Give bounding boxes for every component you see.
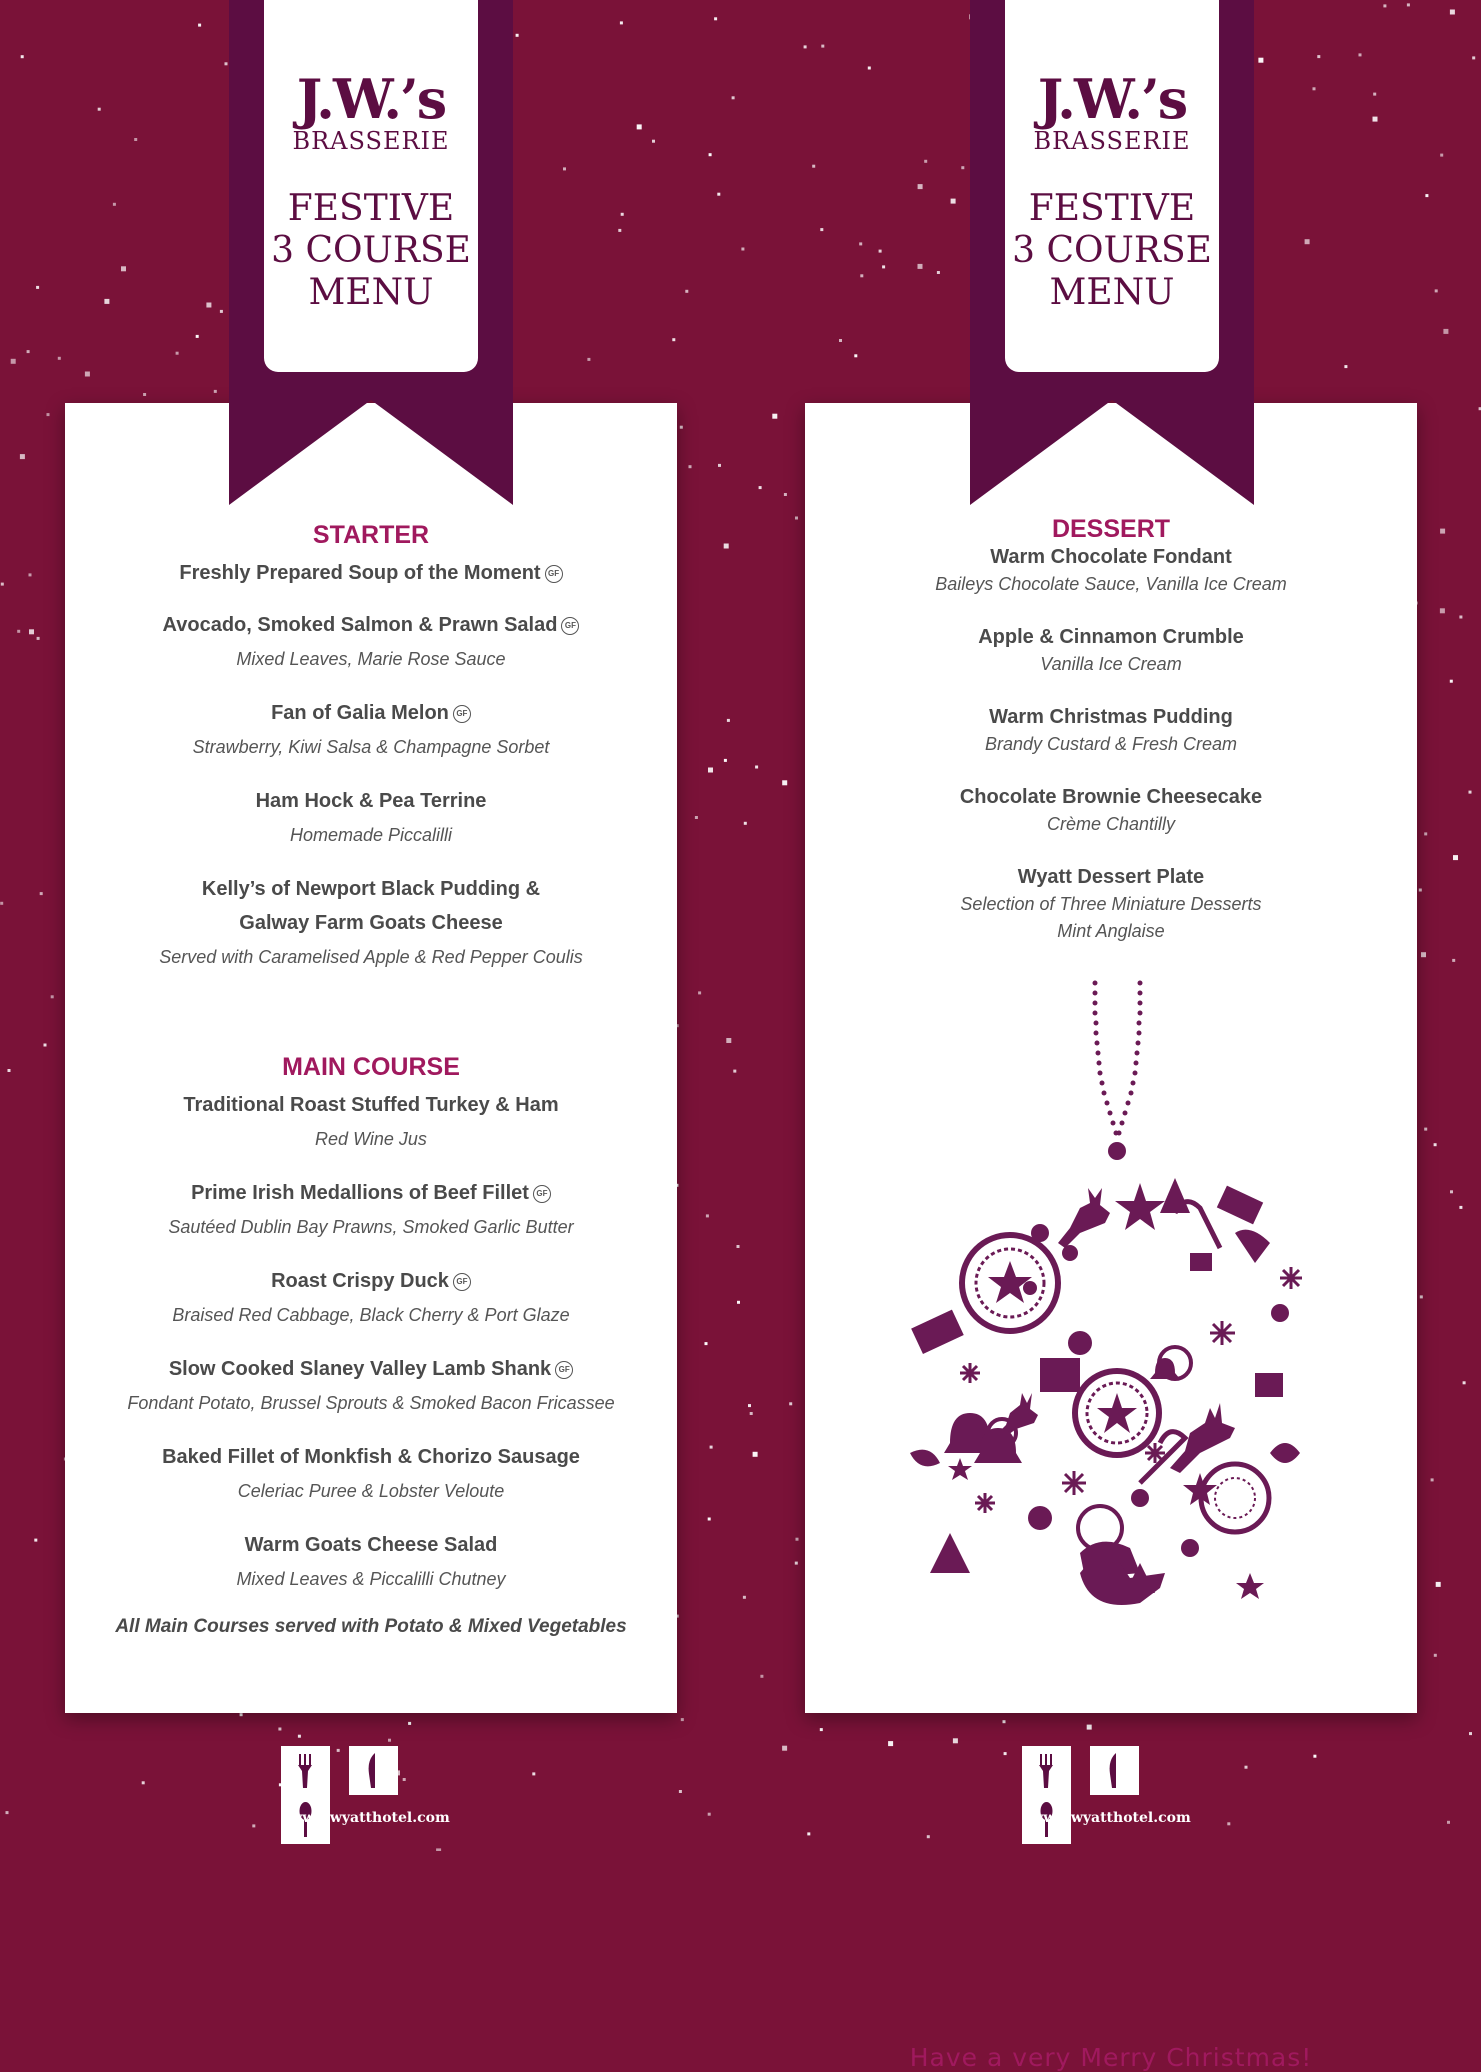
snow-speck (198, 24, 201, 27)
snow-speck (1407, 3, 1410, 6)
menu-item (805, 624, 1417, 678)
menu-item (65, 608, 677, 676)
brand-logo: J.W.’s (1037, 67, 1187, 131)
snow-speck (804, 45, 807, 48)
snow-speck (744, 822, 747, 825)
snow-speck (750, 1412, 753, 1415)
knife-icon (1090, 1746, 1139, 1795)
snow-speck (708, 1518, 711, 1521)
snow-speck (37, 637, 40, 640)
snow-speck (760, 1675, 763, 1678)
snow-speck (820, 228, 823, 231)
menu-item (65, 1528, 677, 1596)
snow-speck (1440, 154, 1443, 157)
snow-speck (953, 1738, 958, 1743)
snow-speck (795, 517, 798, 520)
item-name: Freshly Prepared Soup of the Moment (179, 562, 541, 584)
snow-speck (1087, 1725, 1092, 1730)
snow-speck (29, 629, 34, 634)
snow-speck (714, 17, 717, 20)
snow-speck (1313, 1755, 1316, 1758)
snow-speck (47, 413, 50, 416)
snow-speck (741, 248, 744, 251)
left-menu-card (65, 403, 677, 1713)
snow-speck (1469, 1732, 1472, 1735)
snow-speck (733, 1070, 736, 1073)
snow-speck (879, 250, 882, 253)
snow-speck (706, 1214, 709, 1217)
snow-speck (748, 1404, 751, 1407)
snow-speck (516, 34, 519, 37)
snow-speck (1435, 289, 1438, 292)
snow-speck (220, 310, 223, 313)
item-name: Ham Hock & Pea Terrine (255, 790, 487, 812)
item-description: Sautéed Dublin Bay Prawns, Smoked Garlic Butter (168, 1217, 574, 1237)
item-name: Slow Cooked Slaney Valley Lamb Shank (168, 1358, 552, 1380)
snow-speck (621, 213, 624, 216)
snow-speck (1305, 239, 1310, 244)
gluten-free-icon: GF (545, 565, 563, 583)
menu-item (65, 696, 677, 764)
snow-speck (1359, 53, 1362, 56)
item-description: Served with Caramelised Apple & Red Pepper Coulis (159, 947, 583, 967)
item-description: Celeriac Puree & Lobster Veloute (237, 1481, 505, 1501)
cutlery-icons (281, 1746, 461, 1844)
snow-speck (0, 902, 3, 905)
snow-speck (44, 1044, 47, 1047)
snow-speck (1469, 791, 1472, 794)
gluten-free-icon: GF (453, 705, 471, 723)
item-name: Fan of Galia Melon (271, 702, 449, 724)
snow-speck (753, 1452, 758, 1457)
menu-item (805, 704, 1417, 758)
brand-label (1005, 0, 1219, 372)
snow-speck (888, 1741, 893, 1746)
snow-speck (1425, 194, 1428, 197)
snow-speck (772, 414, 777, 419)
snow-speck (1443, 329, 1448, 334)
snow-speck (951, 199, 956, 204)
item-description: Crème Chantilly (1046, 814, 1176, 834)
snow-speck (11, 359, 16, 364)
snow-speck (1434, 1143, 1437, 1146)
snow-speck (1434, 1654, 1437, 1657)
item-name: Kelly’s of Newport Black Pudding & (201, 878, 541, 900)
snow-speck (724, 544, 729, 549)
main-course-note: All Main Courses served with Potato & Mixed Vegetables (115, 1616, 627, 1637)
snow-speck (113, 203, 116, 206)
starter-section (65, 521, 677, 994)
menu-item (65, 1088, 677, 1156)
snow-speck (737, 1301, 740, 1304)
item-name: Avocado, Smoked Salmon & Prawn Salad (162, 614, 558, 636)
snow-speck (695, 816, 698, 819)
snow-speck (85, 372, 90, 377)
snow-speck (724, 759, 727, 762)
snow-speck (142, 1781, 145, 1784)
menu-title-line: MENU (308, 272, 434, 313)
item-name: Warm Goats Cheese Salad (244, 1534, 498, 1556)
snow-speck (918, 184, 923, 189)
snow-speck (685, 290, 688, 293)
item-name: Warm Chocolate Fondant (990, 546, 1232, 568)
dessert-section (805, 515, 1417, 971)
main-course-section (65, 1053, 677, 1638)
snow-speck (1431, 1478, 1434, 1481)
snow-speck (104, 299, 109, 304)
menu-item (65, 1264, 677, 1332)
snow-speck (1424, 832, 1427, 835)
item-name: Apple & Cinnamon Crumble (978, 626, 1244, 648)
brand-logo: J.W.’s (296, 67, 446, 131)
item-description: Red Wine Jus (315, 1129, 427, 1149)
snow-speck (1317, 55, 1320, 58)
snow-speck (854, 354, 857, 357)
snow-speck (708, 768, 713, 773)
snow-speck (17, 630, 20, 633)
gluten-free-icon: GF (453, 1273, 471, 1291)
snow-speck (755, 766, 758, 769)
snow-speck (408, 1722, 411, 1725)
snow-speck (1373, 93, 1376, 96)
snow-speck (563, 167, 566, 170)
fork-icon (281, 1746, 330, 1795)
snow-speck (1419, 889, 1422, 892)
snow-speck (672, 338, 675, 341)
menu-item (65, 1176, 677, 1244)
snow-speck (821, 45, 824, 48)
snow-speck (587, 358, 590, 361)
item-name: Wyatt Dessert Plate (1017, 866, 1205, 888)
website-link[interactable]: www.wyatthotel.com (1031, 1810, 1191, 1826)
snow-speck (1440, 608, 1445, 613)
menu-title (264, 188, 478, 314)
snow-speck (737, 1245, 740, 1248)
snow-speck (709, 153, 712, 156)
snow-speck (1313, 87, 1316, 90)
snow-speck (759, 486, 762, 489)
snow-speck (726, 1038, 731, 1043)
menu-title-line: 3 COURSE (1012, 230, 1212, 271)
gluten-free-icon: GF (533, 1185, 551, 1203)
item-description: Mixed Leaves, Marie Rose Sauce (236, 649, 506, 669)
snow-speck (839, 339, 842, 342)
snow-speck (718, 464, 721, 467)
item-name-line2: Galway Farm Goats Cheese (239, 912, 503, 934)
fork-icon (1022, 1746, 1071, 1795)
website-link[interactable]: www.wyatthotel.com (290, 1810, 450, 1826)
snow-speck (705, 1342, 708, 1345)
snow-speck (214, 390, 217, 393)
snow-speck (743, 1596, 746, 1599)
snow-speck (1472, 56, 1475, 59)
snow-speck (1, 583, 4, 586)
menu-title-line: FESTIVE (1028, 188, 1196, 229)
christmas-bauble-icon (890, 973, 1330, 1613)
snow-speck (29, 573, 32, 576)
snow-speck (20, 454, 25, 459)
snow-speck (708, 1813, 711, 1816)
snow-speck (927, 1835, 930, 1838)
snow-speck (795, 1562, 798, 1565)
item-description: Fondant Potato, Brussel Sprouts & Smoked Bacon Fricassee (127, 1393, 615, 1413)
snow-speck (1383, 4, 1386, 7)
menu-item (805, 864, 1417, 945)
starter-title: STARTER (312, 521, 430, 549)
gluten-free-icon: GF (561, 617, 579, 635)
snow-speck (1453, 855, 1458, 860)
snow-speck (34, 1539, 37, 1542)
brand-label (264, 0, 478, 372)
snow-speck (1004, 1752, 1007, 1755)
snow-speck (812, 165, 815, 168)
item-description: Vanilla Ice Cream (1040, 654, 1182, 674)
snow-speck (121, 266, 126, 271)
snow-speck (784, 493, 787, 496)
menu-title-line: MENU (1049, 272, 1175, 313)
snow-speck (882, 265, 885, 268)
snow-speck (620, 21, 623, 24)
menu-item (65, 556, 677, 590)
snow-speck (961, 166, 964, 169)
snow-speck (937, 271, 940, 274)
item-description: Homemade Piccalilli (289, 825, 453, 845)
snow-speck (727, 719, 730, 722)
item-description-line2: Mint Anglaise (1057, 921, 1165, 941)
menu-item (65, 784, 677, 852)
item-name: Baked Fillet of Monkfish & Chorizo Sausage (162, 1446, 580, 1468)
snow-speck (859, 242, 862, 245)
menu-item (65, 1352, 677, 1420)
snow-speck (388, 1739, 391, 1742)
snow-speck (1344, 365, 1347, 368)
snow-speck (8, 1069, 11, 1072)
snow-speck (298, 1735, 301, 1738)
snow-speck (6, 1811, 9, 1814)
snow-speck (1245, 1766, 1248, 1769)
snow-speck (1421, 952, 1426, 957)
snow-speck (868, 67, 871, 70)
snow-speck (680, 426, 683, 429)
snow-speck (1459, 1206, 1462, 1209)
menu-item (805, 544, 1417, 598)
snow-speck (1450, 10, 1455, 15)
snow-speck (637, 124, 642, 129)
snow-speck (820, 1728, 823, 1731)
snow-speck (21, 55, 24, 58)
menu-title (1005, 188, 1219, 314)
snow-speck (782, 780, 787, 785)
snow-speck (27, 350, 30, 353)
item-description: Selection of Three Miniature Desserts (960, 894, 1262, 914)
item-name: Prime Irish Medallions of Beef Fillet (191, 1182, 529, 1204)
snow-speck (58, 357, 61, 360)
snow-speck (240, 1713, 243, 1716)
snow-speck (143, 393, 146, 396)
snow-speck (860, 274, 863, 277)
brand-subtitle: BRASSERIE (292, 127, 450, 155)
snow-speck (1436, 1582, 1441, 1587)
snow-speck (807, 1832, 810, 1835)
snow-speck (1420, 1295, 1423, 1298)
menu-item (805, 784, 1417, 838)
snow-speck (681, 1718, 684, 1721)
gluten-free-icon: GF (555, 1361, 573, 1379)
snow-speck (1452, 959, 1455, 962)
item-name: Warm Christmas Pudding (989, 706, 1233, 728)
snow-speck (1440, 529, 1445, 534)
snow-speck (1227, 1822, 1230, 1825)
item-name: Chocolate Brownie Cheesecake (959, 786, 1263, 808)
snow-speck (1003, 1720, 1006, 1723)
cutlery-icons (1022, 1746, 1202, 1844)
knife-icon (349, 1746, 398, 1795)
snow-speck (918, 264, 923, 269)
item-description: Baileys Chocolate Sauce, Vanilla Ice Cream (935, 574, 1287, 594)
snow-speck (796, 1538, 799, 1541)
item-description: Brandy Custard & Fresh Cream (984, 734, 1238, 754)
snow-speck (225, 62, 228, 65)
menu-item (65, 1440, 677, 1508)
snow-speck (196, 335, 199, 338)
item-name: Roast Crispy Duck (271, 1270, 449, 1292)
snow-speck (98, 108, 101, 111)
snow-speck (1258, 58, 1263, 63)
snow-speck (789, 1402, 792, 1405)
menu-title-line: FESTIVE (287, 188, 455, 229)
dessert-title: DESSERT (1051, 515, 1171, 543)
snow-speck (51, 995, 54, 998)
snow-speck (252, 1824, 255, 1827)
snow-speck (710, 1446, 713, 1449)
snow-speck (206, 303, 211, 308)
snow-speck (652, 140, 655, 143)
item-description: Strawberry, Kiwi Salsa & Champagne Sorbet (192, 737, 550, 757)
snow-speck (40, 892, 43, 895)
snow-speck (36, 286, 39, 289)
menu-title-line: 3 COURSE (271, 230, 471, 271)
snow-speck (1450, 1190, 1453, 1193)
snow-speck (278, 1728, 281, 1731)
snow-speck (1463, 1381, 1466, 1384)
item-name: Traditional Roast Stuffed Turkey & Ham (183, 1094, 559, 1116)
greeting-text: Have a very Merry Christmas! (909, 2043, 1313, 2072)
snow-speck (732, 96, 735, 99)
main-course-title: MAIN COURSE (282, 1053, 460, 1081)
snow-speck (924, 160, 927, 163)
brand-subtitle: BRASSERIE (1033, 127, 1191, 155)
snow-speck (679, 1790, 682, 1793)
item-description: Mixed Leaves & Piccalilli Chutney (236, 1569, 506, 1589)
snow-speck (176, 352, 179, 355)
snow-speck (689, 465, 692, 468)
snow-speck (1447, 1821, 1450, 1824)
menu-item (65, 872, 677, 974)
snow-speck (1373, 117, 1378, 122)
snow-speck (782, 1746, 787, 1751)
snow-speck (1450, 680, 1453, 683)
snow-speck (134, 138, 137, 141)
snow-speck (717, 193, 720, 196)
snow-speck (532, 1772, 535, 1775)
snow-speck (698, 991, 701, 994)
snow-speck (618, 229, 621, 232)
item-description: Braised Red Cabbage, Black Cherry & Port Glaze (172, 1305, 570, 1325)
snow-speck (1424, 1128, 1427, 1131)
snow-speck (1459, 616, 1462, 619)
